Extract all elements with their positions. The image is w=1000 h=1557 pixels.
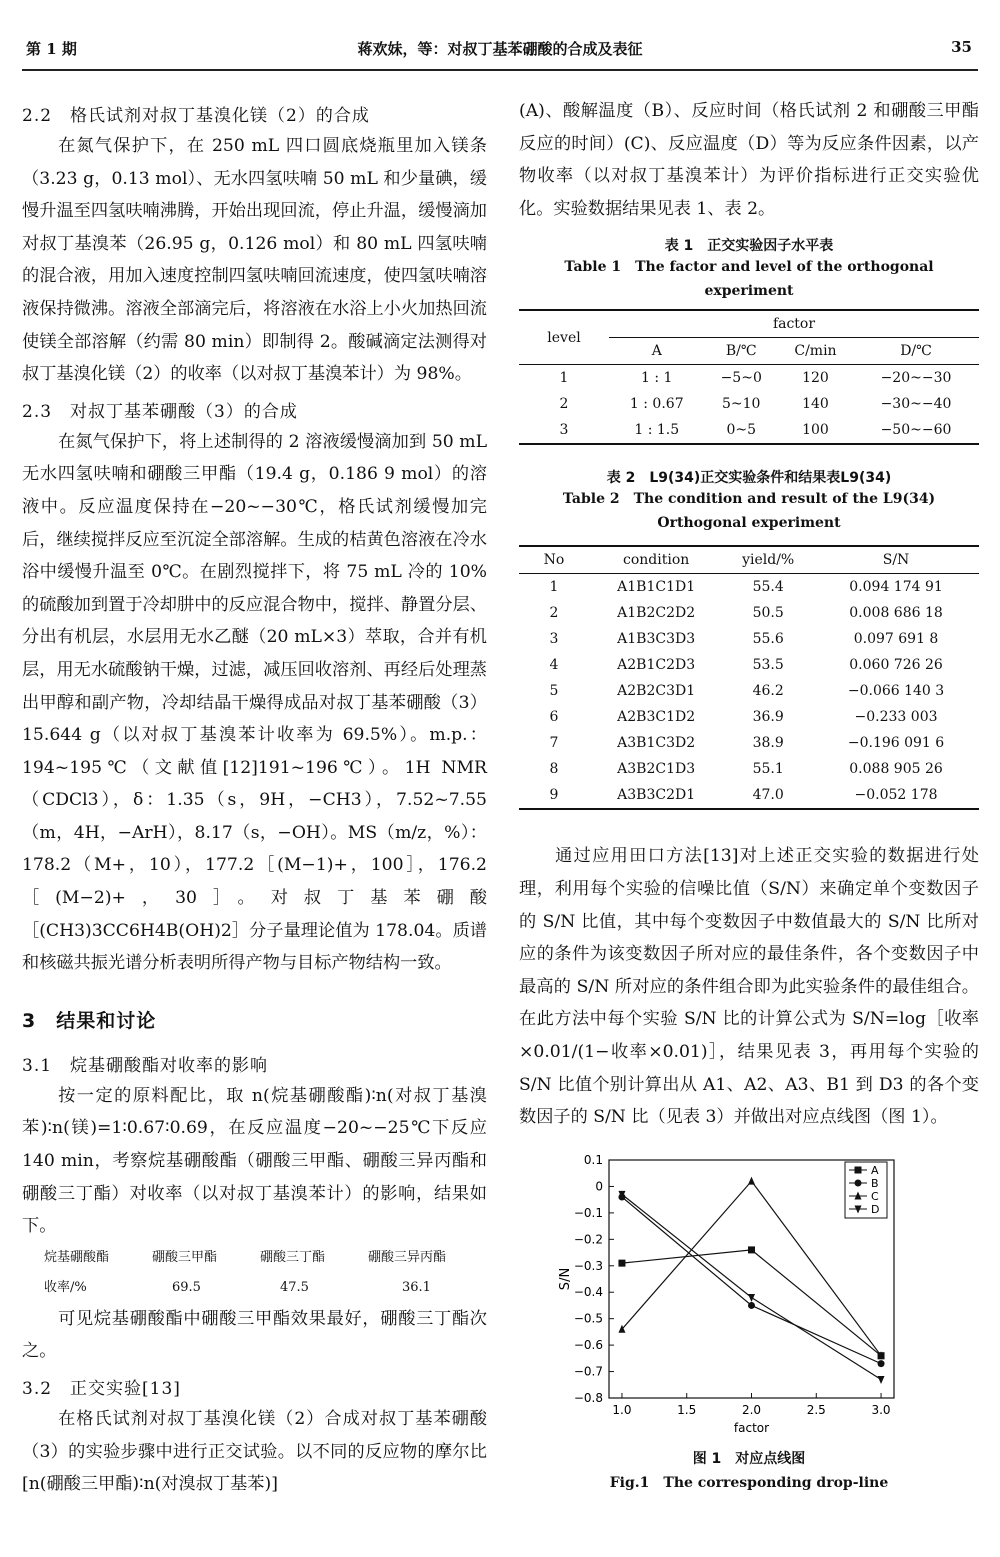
cell: 0.008 686 18 [849, 605, 943, 622]
y-tick-label: 0.1 [583, 1152, 603, 1167]
cell: 46.2 [752, 683, 784, 700]
section-3-title: 3 结果和讨论 [22, 1009, 157, 1032]
th-col: A [609, 338, 705, 365]
data-point-B [878, 1360, 885, 1367]
y-tick-label: −0.4 [573, 1284, 603, 1299]
table1-factor-level [519, 309, 979, 445]
series-line-C [622, 1181, 881, 1356]
section-3-1-conclusion: 可见烷基硼酸酯中硼酸三甲酯效果最好，硼酸三丁酯次之。 [22, 1308, 487, 1362]
cell: A2B2C3D1 [617, 683, 696, 700]
cell: 5 [549, 683, 559, 700]
mini-cell: 硼酸三丁酯 [260, 1249, 326, 1265]
figure-caption-en: Fig.1 The corresponding drop-line [609, 1474, 889, 1491]
y-tick-label: −0.3 [573, 1258, 603, 1273]
cell: 47.0 [723, 782, 813, 809]
y-axis-label: S/N [558, 1267, 573, 1290]
cell: 1 : 0.67 [629, 396, 684, 413]
table2-caption-en-1: Table 2 The condition and result of the L9(34) [562, 491, 936, 508]
th-col: C/min [778, 338, 853, 365]
th-col: D/℃ [853, 338, 979, 365]
mini-cell: 硼酸三异丙酯 [368, 1249, 447, 1265]
table-row [519, 782, 979, 809]
cell: A1B1C1D1 [617, 579, 696, 596]
drop-line-chart [519, 1148, 979, 1448]
data-point-C [748, 1176, 755, 1184]
table-row [519, 730, 979, 756]
cell: 55.1 [752, 761, 784, 778]
cell: 4 [549, 657, 559, 674]
x-tick-label: 1.0 [612, 1402, 632, 1417]
table-row [519, 600, 979, 626]
cell: 0.060 726 26 [849, 657, 943, 674]
y-tick-label: 0 [595, 1179, 603, 1194]
cell: −50~−60 [853, 417, 979, 444]
left-column [22, 95, 487, 1501]
cell: A3B2C1D3 [617, 761, 696, 778]
cell: 0~5 [705, 417, 778, 444]
table-row [519, 417, 979, 444]
legend-label-A: A [871, 1163, 879, 1177]
legend-label-D: D [871, 1202, 880, 1216]
figure-1 [519, 1148, 979, 1448]
table-row [519, 391, 979, 417]
legend-label-C: C [871, 1189, 879, 1203]
th-col: No [519, 546, 589, 574]
series-line-B [622, 1197, 881, 1364]
cell: 140 [802, 396, 829, 413]
th-col: condition [589, 546, 723, 574]
section-3-1-body: 按一定的原料配比，取 n(烷基硼酸酯)∶n(对叔丁基溴苯)∶n(镁)=1∶0.67∶0.69，在反应温度−20~−25℃下反应 140 min，考察烷基硼酸酯（硼酸三甲酯、硼酸三异丙酯和硼酸三丁酯）对收率（以对叔丁基溴苯计）的影响，结果如下。 [22, 1085, 487, 1237]
table2-caption-cn: 表 2 L9(34)正交实验条件和结果表L9(34) [606, 470, 892, 487]
running-title: 蒋欢妹，等：对叔丁基苯硼酸的合成及表征 [357, 40, 643, 58]
table-row [519, 626, 979, 652]
y-tick-label: −0.7 [573, 1364, 603, 1379]
mini-cell: 47.5 [280, 1279, 309, 1295]
cell: 38.9 [752, 735, 784, 752]
cell: 1 [559, 370, 569, 387]
y-tick-label: −0.1 [573, 1205, 603, 1220]
cell: A1B2C2D2 [617, 605, 696, 622]
cell: 9 [519, 782, 589, 809]
header-rule [22, 69, 978, 71]
th-factor: factor [609, 310, 979, 338]
data-point-D [878, 1376, 885, 1384]
section-2-3-body: 在氮气保护下，将上述制得的 2 溶液缓慢滴加到 50 mL 无水四氢呋喃和硼酸三甲酯（19.4 g，0.186 9 mol）的溶液中。反应温度保持在−20~−30℃，格氏试剂缓慢加完后，继续搅拌反应至沉淀全部溶解。生成的桔黄色溶液在冷水浴中缓慢升温至 0℃。在剧烈搅拌下，将 75 mL 冷的 10%的硫酸加到置于冷却肼中的反应混合物中，搅拌、静置分层、分出有机层，水层用无水乙醚（20 mL×3）萃取，合并有机层，用无水硫酸钠干燥，过滤，减压回收溶剂、再经后处理蒸出甲醇和副产物，冷却结晶干燥得成品对叔丁基苯硼酸（3）15.644 g（以对叔丁基溴苯计收率为 69.5%）。m.p.：194~195℃（文献值[12]191~196℃）。1H NMR（CDCl3），δ：1.35（s，9H，−CH3），7.52~7.55（m，4H，−ArH），8.17（s，−OH）。MS（m/z，%）：178.2（M+，10），177.2［(M−1)+，100］，176.2［(M−2)+，30］。对叔丁基苯硼酸［(CH3)3CC6H4B(OH)2］分子量理论值为 178.04。质谱和核磁共振光谱分析表明所得产物与目标产物结构一致。 [22, 431, 487, 974]
factors-intro: (A)、酸解温度（B）、反应时间（格氏试剂 2 和硼酸三甲酯反应的时间）(C)、反应温度（D）等为反应条件因素，以产物收率（以对叔丁基溴苯计）为评价指标进行正交实验优化。实验数据结果见表 1、表 2。 [519, 101, 979, 219]
section-2-2-body: 在氮气保护下，在 250 mL 四口圆底烧瓶里加入镁条（3.23 g，0.13 mol）、无水四氢呋喃 50 mL 和少量碘，缓慢升温至四氢呋喃沸腾，开始出现回流，停止升温，缓慢滴加对叔丁基溴苯（26.95 g，0.126 mol）和 80 mL 四氢呋喃的混合液，用加入速度控制四氢呋喃回流速度，使四氢呋喃溶液保持微沸。溶液全部滴完后，将溶液在水浴上小火加热回流使镁全部溶解（约需 80 min）即制得 2。酸碱滴定法测得对叔丁基溴化镁（2）的收率（以对叔丁基溴苯计）为 98%。 [22, 136, 487, 385]
th-col: yield/% [723, 546, 813, 574]
th-col: B/℃ [705, 338, 778, 365]
mini-cell: 硼酸三甲酯 [152, 1249, 218, 1265]
data-point-A [748, 1246, 755, 1253]
cell: 0.088 905 26 [849, 761, 943, 778]
x-tick-label: 2.5 [806, 1402, 826, 1417]
th-level: level [519, 310, 609, 365]
y-tick-label: −0.6 [573, 1337, 603, 1352]
table2-orthogonal [519, 545, 979, 810]
cell: A2B1C2D3 [617, 657, 696, 674]
cell: −20~−30 [880, 370, 952, 387]
cell: 36.9 [752, 709, 784, 726]
section-3-2-body: 在格氏试剂对叔丁基溴化镁（2）合成对叔丁基苯硼酸（3）的实验步骤中进行正交试验。以不同的反应物的摩尔比[n(硼酸三甲酯)∶n(对溴叔丁基苯)] [22, 1409, 487, 1495]
cell: 1 : 1.5 [609, 417, 705, 444]
cell: 1 [549, 579, 559, 596]
cell: A1B3C3D3 [617, 631, 696, 648]
table1-caption-cn: 表 1 正交实验因子水平表 [664, 238, 834, 255]
mini-cell: 69.5 [172, 1279, 201, 1295]
cell: 55.4 [752, 579, 784, 596]
y-tick-label: −0.5 [573, 1311, 603, 1326]
cell: 6 [549, 709, 559, 726]
page-number: 35 [951, 38, 972, 56]
cell: −0.066 140 3 [847, 683, 945, 700]
x-tick-label: 2.0 [741, 1402, 762, 1417]
table-row [519, 574, 979, 601]
legend-label-B: B [871, 1176, 879, 1190]
series-line-D [622, 1194, 881, 1379]
x-tick-label: 1.5 [677, 1402, 697, 1417]
taguchi-body: 通过应用田口方法[13]对上述正交实验的数据进行处理，利用每个实验的信噪比值（S/N）来确定单个变数因子的 S/N 比值，其中每个变数因子中数值最大的 S/N 比所对应的条件为该变数因子所对应的最佳条件，各个变数因子中最高的 S/N 所对应的条件组合即为此实验条件的最佳组合。在此方法中每个实验 S/N 比的计算公式为 S/N=log［收率×0.01/(1−收率×0.01)］，结果见表 3，再用每个实验的 S/N 比值个别计算出从 A1、A2、A3、B1 到 D3 的各个变数因子的 S/N 比（见表 3）并做出对应点线图（图 1）。 [519, 846, 979, 1128]
mini-cell: 烷基硼酸酯 [44, 1249, 110, 1265]
table-row [519, 652, 979, 678]
cell: 2 [549, 605, 559, 622]
cell: 0.097 691 8 [853, 631, 939, 648]
data-point-D [748, 1294, 755, 1302]
table1-caption-en: Table 1 The factor and level of the orthogonal experiment [564, 259, 934, 300]
th-col: S/N [813, 546, 979, 574]
cell: 100 [778, 417, 853, 444]
section-2-3-title: 2.3 对叔丁基苯硼酸（3）的合成 [22, 401, 298, 422]
legend-marker-A [855, 1166, 862, 1173]
table-row [519, 365, 979, 392]
cell: 55.6 [752, 631, 784, 648]
cell: 50.5 [752, 605, 784, 622]
y-tick-label: −0.2 [573, 1232, 603, 1247]
cell: 7 [549, 735, 559, 752]
cell: 3 [549, 631, 559, 648]
mini-cell: 收率/% [44, 1279, 87, 1295]
cell: 3 [519, 417, 609, 444]
cell: −30~−40 [880, 396, 952, 413]
figure-caption-cn: 图 1 对应点线图 [692, 1450, 806, 1467]
section-3-2-title: 3.2 正交实验[13] [22, 1379, 181, 1399]
issue-label: 第 1 期 [26, 40, 77, 58]
cell: A3B1C3D2 [617, 735, 696, 752]
y-tick-label: −0.8 [573, 1390, 603, 1405]
cell: A3B3C2D1 [589, 782, 723, 809]
section-3-1-title: 3.1 烷基硼酸酯对收率的影响 [22, 1055, 269, 1076]
cell: 53.5 [752, 657, 784, 674]
table-row [519, 756, 979, 782]
cell: −0.233 003 [854, 709, 938, 726]
borate-yield-table [44, 1243, 487, 1303]
cell: 8 [549, 761, 559, 778]
cell: −0.052 178 [813, 782, 979, 809]
right-column [519, 95, 979, 1492]
data-point-B [748, 1302, 755, 1309]
x-axis-label: factor [733, 1420, 770, 1435]
cell: 120 [802, 370, 829, 387]
cell: −5~0 [720, 370, 762, 387]
cell: A2B3C1D2 [617, 709, 696, 726]
mini-cell: 36.1 [402, 1279, 431, 1295]
legend-marker-B [855, 1179, 862, 1186]
x-tick-label: 3.0 [871, 1402, 891, 1417]
cell: −0.196 091 6 [847, 735, 945, 752]
section-2-2-title: 2.2 格氏试剂对叔丁基溴化镁（2）的合成 [22, 106, 370, 126]
cell: 0.094 174 91 [849, 579, 943, 596]
cell: 1 : 1 [641, 370, 673, 387]
table-row [519, 704, 979, 730]
table2-caption-en-2: Orthogonal experiment [657, 515, 841, 532]
cell: 5~10 [722, 396, 761, 413]
data-point-A [618, 1259, 625, 1266]
cell: 2 [559, 396, 569, 413]
table-row [519, 678, 979, 704]
